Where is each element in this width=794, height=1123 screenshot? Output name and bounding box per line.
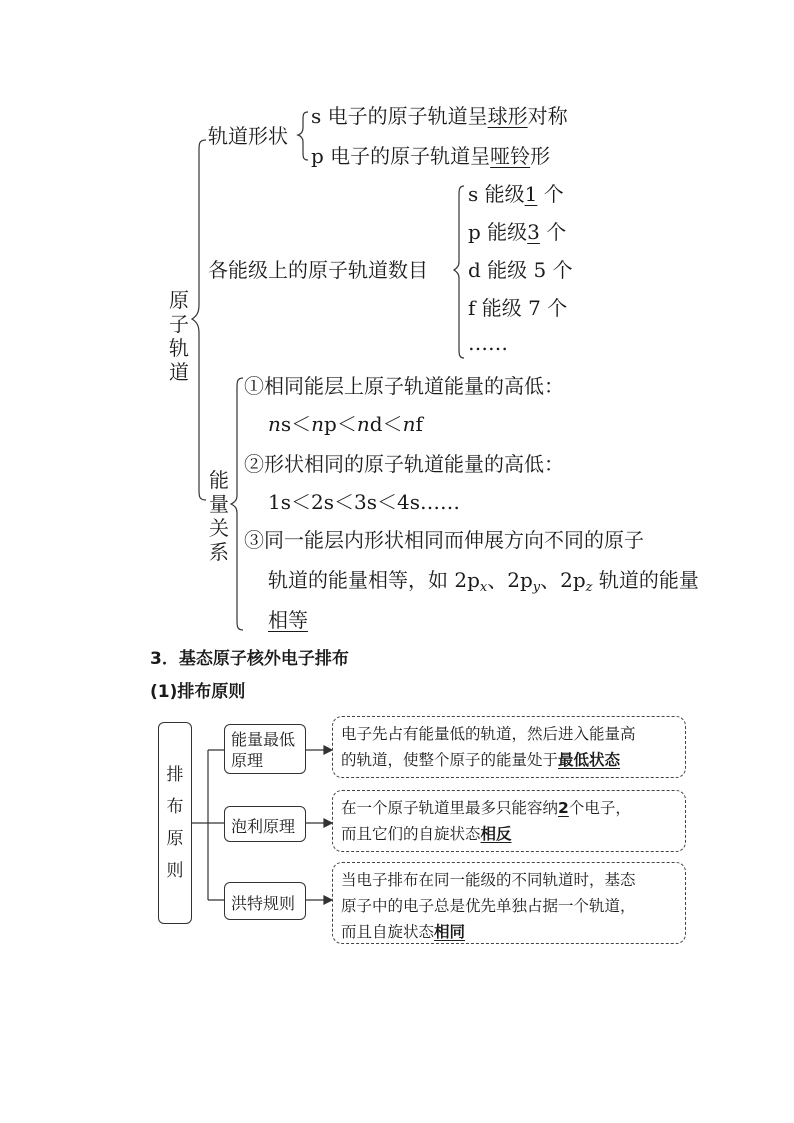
principle-name-1a: 能量最低 — [231, 730, 296, 749]
energy-rule-2: ②形状相同的原子轨道能量的高低： — [244, 452, 564, 476]
answer-blank: 最低状态 — [558, 751, 621, 769]
energy-rule-3c — [268, 610, 308, 630]
diagram-root-label: 排布原则 — [166, 765, 184, 881]
energy-rule-3: ③同一能层内形状相同而伸展方向不同的原子 — [244, 528, 644, 552]
principle-name-2: 泡利原理 — [231, 817, 296, 836]
desc-box-1 — [332, 716, 686, 778]
energy-seq-1: ns＜np＜nd＜nf — [268, 412, 423, 436]
desc-box-3 — [332, 862, 686, 944]
count-f: f 能级 7 个 — [468, 296, 568, 320]
section-heading: 3．基态原子核外电子排布 — [150, 649, 349, 669]
answer-blank: 3 — [527, 220, 540, 244]
arrow-2-head — [324, 819, 332, 827]
desc-3-line-2: 原子中的电子总是优先单独占据一个轨道， — [341, 897, 636, 915]
desc-1-line-1: 电子先占有能量低的轨道，然后进入能量高 — [341, 725, 636, 743]
answer-blank: 相同 — [434, 923, 466, 941]
energy-rule-1: ①相同能层上原子轨道能量的高低： — [244, 374, 564, 398]
diagram-root-box — [158, 722, 192, 924]
diagram-connector — [192, 750, 224, 900]
arrow-1-head — [324, 746, 332, 754]
count-brace — [454, 186, 464, 358]
shape-s-line: s 电子的原子轨道呈球形对称 — [311, 104, 568, 128]
answer-blank: 1 — [524, 182, 538, 206]
arrow-3-head — [324, 896, 332, 904]
answer-blank: 哑铃 — [490, 144, 531, 168]
desc-3-line-3: 而且自旋状态相同 — [341, 923, 466, 941]
principle-box-2 — [224, 806, 306, 842]
count-p: p 能级3 个 — [468, 220, 567, 244]
answer-blank: 2 — [558, 799, 569, 817]
count-label: 各能级上的原子轨道数目 — [208, 258, 428, 282]
energy-label: 能量关系 — [209, 468, 229, 564]
desc-2-line-1: 在一个原子轨道里最多只能容纳2个电子， — [341, 799, 631, 817]
desc-3-line-1: 当电子排布在同一能级的不同轨道时，基态 — [341, 871, 636, 889]
count-s: s 能级1 个 — [468, 182, 564, 206]
energy-brace — [231, 378, 243, 630]
principle-name-3: 洪特规则 — [231, 894, 296, 913]
shape-p-line: p 电子的原子轨道呈哑铃形 — [311, 144, 551, 168]
energy-rule-3b: 轨道的能量相等，如 $2p_x$、$2p_y$、$2p_z$ 轨道的能量 — [268, 568, 699, 595]
shape-brace — [298, 112, 308, 160]
answer-blank: 球形 — [487, 104, 528, 128]
section-subheading: (1)排布原则 — [150, 682, 246, 702]
principle-box-3 — [224, 882, 306, 920]
energy-seq-2: 1s＜2s＜3s＜4s…… — [268, 490, 460, 514]
answer-blank: 相反 — [480, 825, 512, 843]
desc-1-line-2: 的轨道，使整个原子的能量处于最低状态 — [341, 751, 621, 769]
desc-box-2 — [332, 790, 686, 852]
root-brace — [192, 140, 206, 500]
principle-name-1b: 原理 — [231, 751, 264, 770]
desc-2-line-2: 而且它们的自旋状态相反 — [341, 825, 512, 843]
count-d: d 能级 5 个 — [468, 258, 573, 282]
root-label: 原子轨道 — [169, 288, 189, 384]
answer-blank: 相等 — [268, 608, 308, 632]
count-more: …… — [468, 331, 508, 355]
shape-label: 轨道形状 — [208, 124, 288, 148]
principle-box-1 — [224, 724, 306, 774]
